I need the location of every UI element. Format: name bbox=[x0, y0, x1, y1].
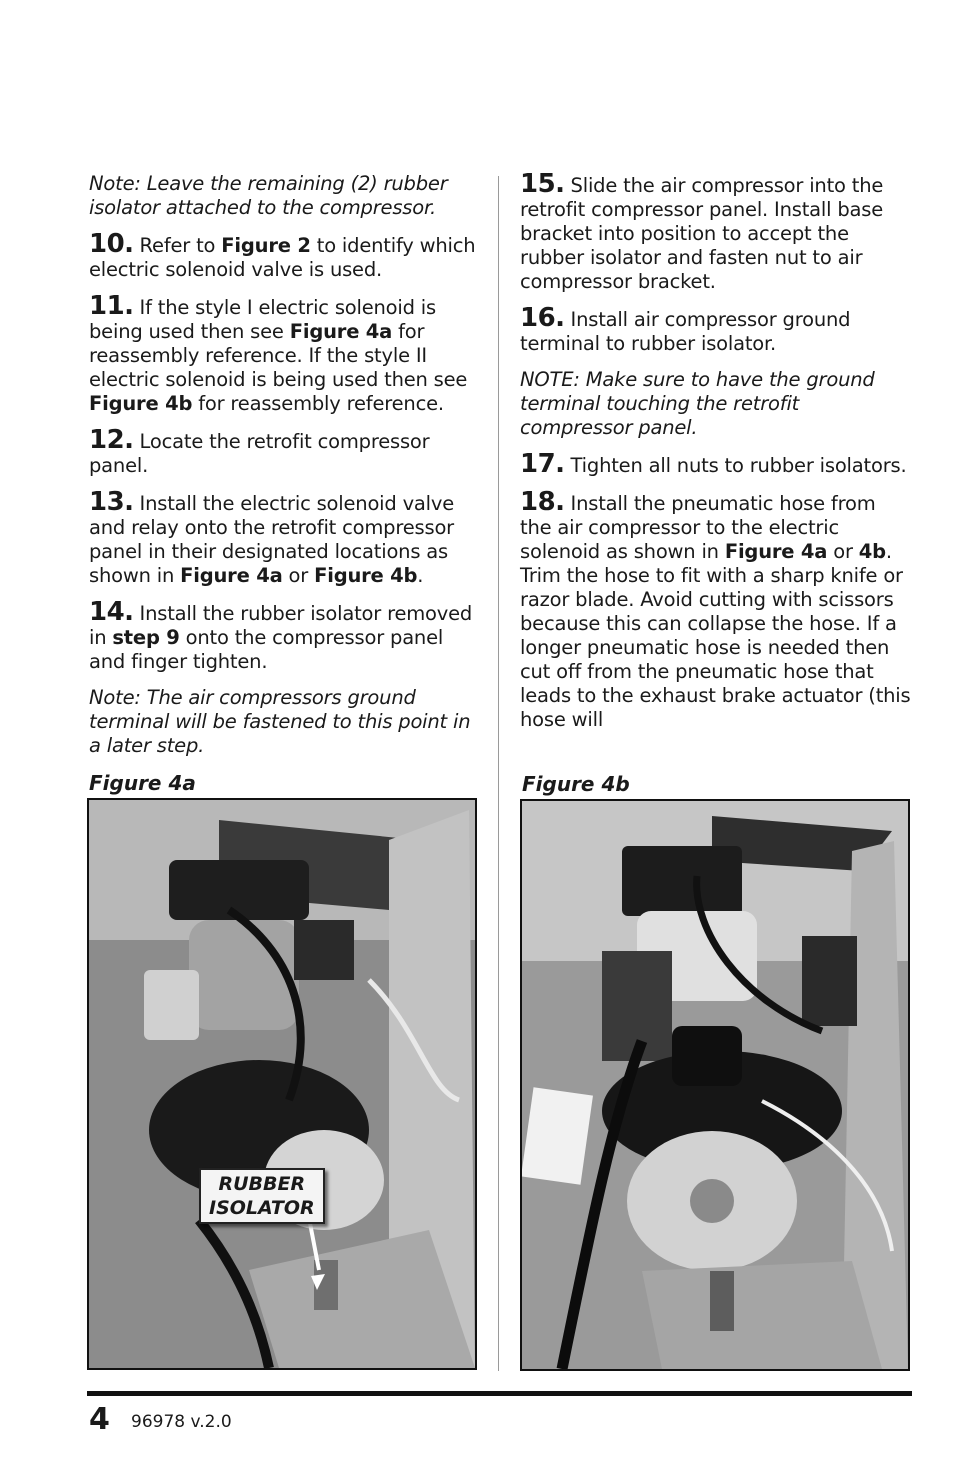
step-16: 16. Install air compressor ground terminal to rubber isolator. bbox=[520, 303, 851, 355]
footer-rule bbox=[87, 1391, 912, 1396]
figure-ref: Figure 4b bbox=[314, 564, 418, 587]
step-number: 18. bbox=[520, 487, 565, 517]
step-number: 17. bbox=[520, 449, 565, 479]
note-remaining-isolator: Note: Leave the remaining (2) rubber isolator attached to the compressor. bbox=[89, 172, 448, 219]
step-number: 10. bbox=[89, 229, 134, 259]
step-ref: step 9 bbox=[112, 626, 180, 649]
step-number: 13. bbox=[89, 487, 134, 517]
compressor-assembly-photo-4a bbox=[89, 800, 475, 1368]
step-number: 12. bbox=[89, 425, 134, 455]
step-number: 15. bbox=[520, 169, 565, 199]
step-number: 16. bbox=[520, 303, 565, 333]
figure-ref: Figure 4a bbox=[180, 564, 283, 587]
figure-4b-photo bbox=[520, 799, 910, 1371]
step-15: 15. Slide the air compressor into the retrofit compressor panel. Install base bracket into position to accept the rubber isolator and fasten nut to air compressor bracket. bbox=[520, 169, 884, 293]
step-number: 11. bbox=[89, 291, 134, 321]
step-11: 11. If the style I electric solenoid is being used then see Figure 4a for reassembly reference. If the style II electric solenoid is being used then see Figure 4b for reassembly reference. bbox=[89, 291, 468, 415]
figure-ref: 4b bbox=[858, 540, 886, 563]
step-10: 10. Refer to Figure 2 to identify which electric solenoid valve is used. bbox=[89, 229, 476, 281]
right-column bbox=[520, 169, 912, 744]
figure-ref: Figure 2 bbox=[221, 234, 311, 257]
figure-ref: Figure 4a bbox=[724, 540, 828, 563]
step-17: 17. Tighten all nuts to rubber isolators. bbox=[520, 449, 907, 479]
figure-4b-caption: Figure 4b bbox=[522, 772, 630, 796]
figure-ref: Figure 4b bbox=[89, 392, 193, 415]
left-column bbox=[89, 172, 481, 770]
note-ground-touching: NOTE: Make sure to have the ground terminal touching the retrofit compressor panel. bbox=[520, 368, 875, 439]
step-18: 18. Install the pneumatic hose from the air compressor to the electric solenoid as shown in Figure 4a or 4b. Trim the hose to fit with a sharp knife or razor blade. Avoid cutting with scissors because this can collapse the hose. If a longer pneumatic hose is needed then cut off from the pneumatic hose that leads to the exhaust brake actuator (this hose will bbox=[520, 487, 911, 731]
figure-4a-photo bbox=[87, 798, 477, 1370]
step-13: 13. Install the electric solenoid valve and relay onto the retrofit compressor panel in their designated locations as shown in Figure 4a or Figure 4b. bbox=[89, 487, 455, 587]
step-12: 12. Locate the retrofit compressor panel. bbox=[89, 425, 430, 477]
figure-4a-caption: Figure 4a bbox=[89, 771, 196, 795]
rubber-isolator-callout: RUBBER ISOLATOR bbox=[199, 1168, 325, 1224]
figure-ref: Figure 4a bbox=[289, 320, 393, 343]
step-14: 14. Install the rubber isolator removed in step 9 onto the compressor panel and finger tighten. bbox=[89, 597, 473, 673]
note-ground-terminal: Note: The air compressors ground terminal will be fastened to this point in a later step. bbox=[89, 686, 471, 757]
compressor-assembly-photo-4b bbox=[522, 801, 908, 1369]
step-number: 14. bbox=[89, 597, 134, 627]
document-version: 96978 v.2.0 bbox=[131, 1412, 232, 1432]
page-number: 4 bbox=[89, 1402, 110, 1437]
column-divider bbox=[498, 176, 499, 1371]
